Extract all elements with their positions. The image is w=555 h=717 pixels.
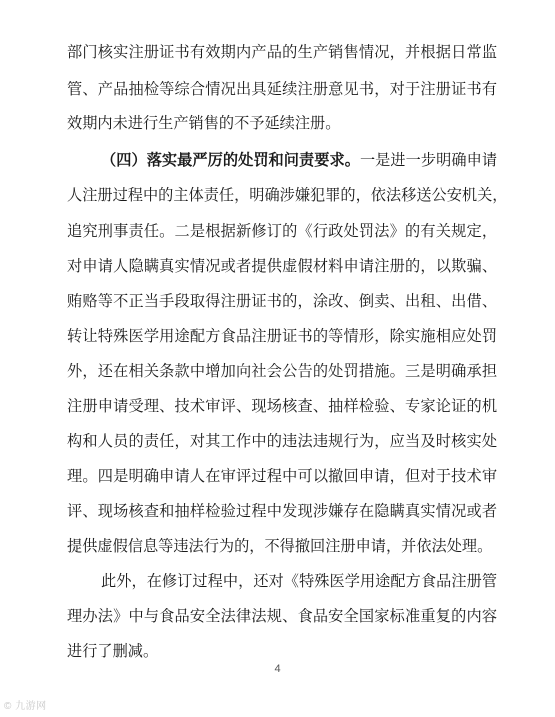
page-number: 4 [274,663,281,675]
text-line: 管、产品抽检等综合情况出具延续注册意见书，对于注册证书有 [67,80,497,98]
text-line: 提供虚假信息等违法行为的，不得撤回注册申请，并依法处理。 [67,537,493,555]
text-line: 构和人员的责任，对其工作中的违法违规行为，应当及时核实处 [67,432,497,450]
text-line: 对申请人隐瞒真实情况或者提供虚假材料申请注册的，以欺骗、 [67,257,497,275]
text-line: 评、现场核查和抽样检验过程中发现涉嫌存在隐瞒真实情况或者 [67,502,497,520]
text-line: 效期内未进行生产销售的不予延续注册。 [67,114,341,132]
text-line: 理。四是明确申请人在审评过程中可以撤回申请，但对于技术审 [67,467,497,485]
text-line: 外，还在相关条款中增加向社会公告的处罚措施。三是明确承担 [67,362,497,380]
text-line: 注册申请受理、技术审评、现场核查、抽样检验、专家论证的机 [67,397,497,415]
text-line: 转让特殊医学用途配方食品注册证书的等情形，除实施相应处罚 [67,327,497,345]
watermark: © 九游网 [4,701,47,712]
paragraph-heading-line [101,150,497,170]
text-line: 追究刑事责任。二是根据新修订的《行政处罚法》的有关规定， [67,222,497,240]
text-line: 人注册过程中的主体责任，明确涉嫌犯罪的，依法移送公安机关， [67,186,508,204]
text-line: 贿赂等不正当手段取得注册证书的，涂改、倒卖、出租、出借、 [67,292,497,310]
section-heading: （四）落实最严厉的处罚和问责要求。 [101,151,360,169]
text-line: 此外，在修订过程中，还对《特殊医学用途配方食品注册管 [101,572,497,590]
text-line: 进行了删减。 [67,642,159,660]
text-line: 理办法》中与食品安全法律法规、食品安全国家标准重复的内容 [67,607,497,625]
text-span: 一是进一步明确申请 [359,151,498,169]
text-line: 部门核实注册证书有效期内产品的生产销售情况，并根据日常监 [67,43,497,61]
